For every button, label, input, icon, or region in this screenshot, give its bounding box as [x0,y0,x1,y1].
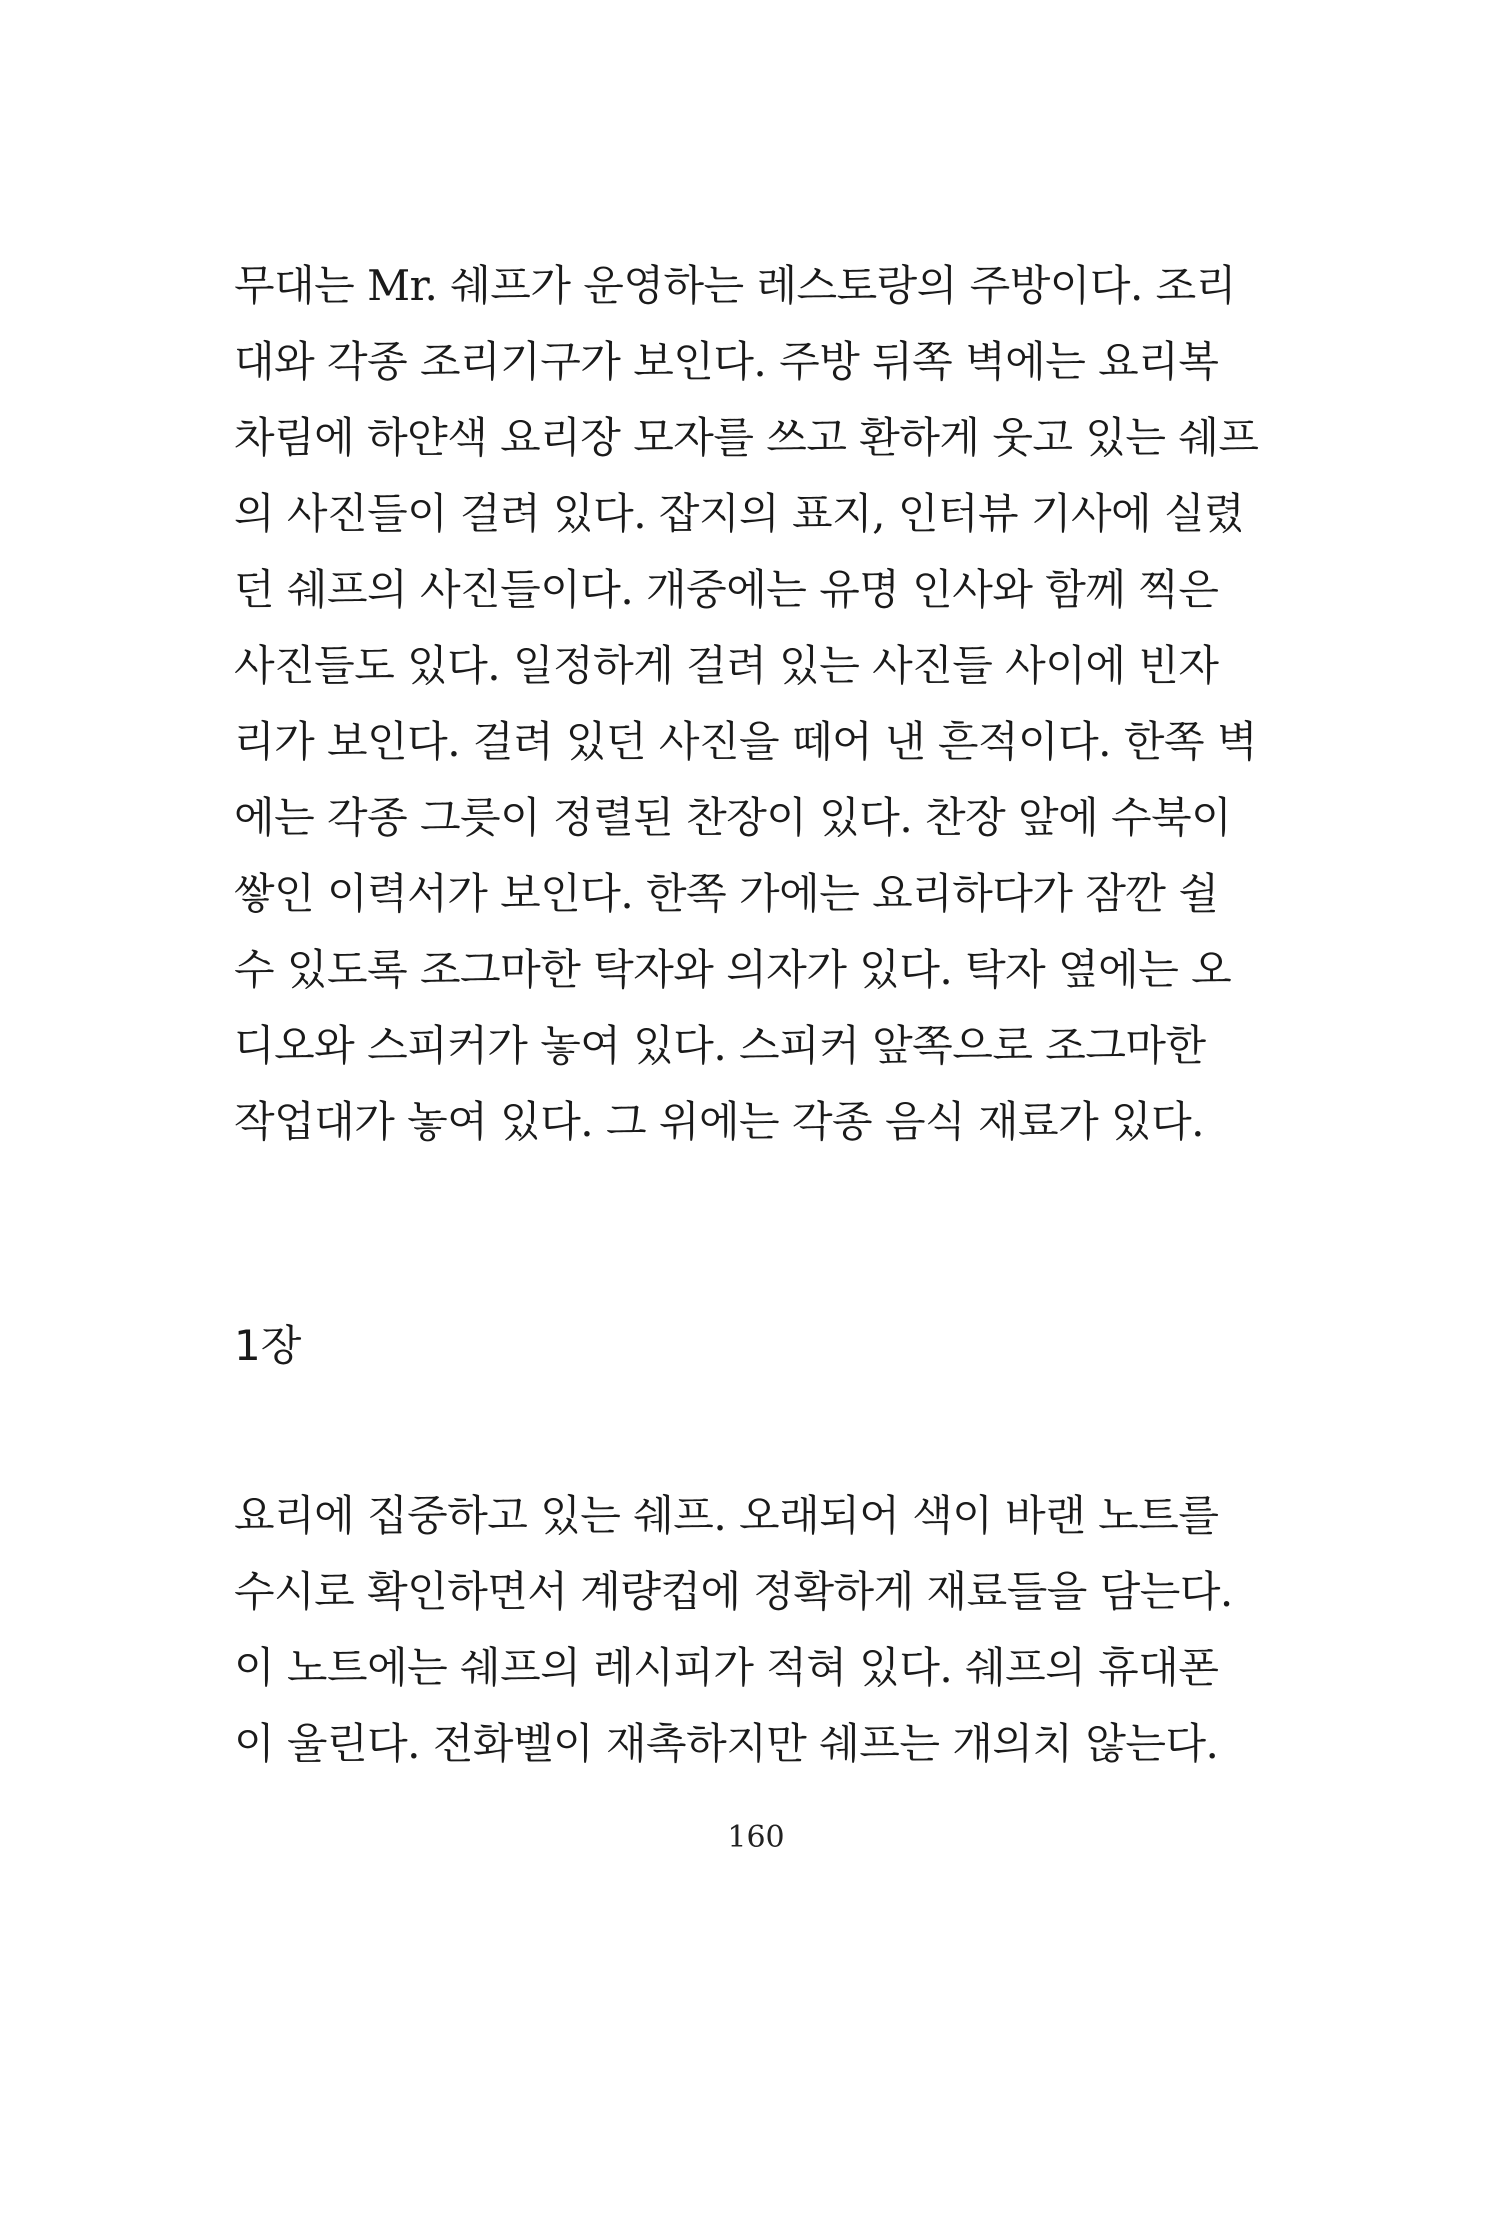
text-line: 차림에 하얀색 요리장 모자를 쓰고 환하게 웃고 있는 쉐프 [234,413,1259,462]
text-line: 리가 보인다. 걸려 있던 사진을 떼어 낸 흔적이다. 한쪽 벽 [234,717,1257,766]
chapter-title: 1장 [234,1321,302,1370]
text-line: 사진들도 있다. 일정하게 걸려 있는 사진들 사이에 빈자 [234,641,1219,690]
text-line: 작업대가 놓여 있다. 그 위에는 각종 음식 재료가 있다. [234,1097,1205,1146]
text-line: 디오와 스피커가 놓여 있다. 스피커 앞쪽으로 조그마한 [234,1021,1206,1070]
text-line: 의 사진들이 걸려 있다. 잡지의 표지, 인터뷰 기사에 실렸 [234,489,1245,538]
text-line: 이 노트에는 쉐프의 레시피가 적혀 있다. 쉐프의 휴대폰 [234,1643,1219,1692]
text-line: 무대는 Mr. 쉐프가 운영하는 레스토랑의 주방이다. 조리 [234,261,1236,310]
text-line: 쌓인 이력서가 보인다. 한쪽 가에는 요리하다가 잠깐 쉴 [234,869,1219,918]
text-line: 던 쉐프의 사진들이다. 개중에는 유명 인사와 함께 찍은 [234,565,1219,614]
page-number: 160 [727,1820,785,1855]
text-line: 수 있도록 조그마한 탁자와 의자가 있다. 탁자 옆에는 오 [234,945,1232,994]
text-line: 요리에 집중하고 있는 쉐프. 오래되어 색이 바랜 노트를 [234,1491,1219,1540]
text-line: 이 울린다. 전화벨이 재촉하지만 쉐프는 개의치 않는다. [234,1719,1219,1768]
text-line: 수시로 확인하면서 계량컵에 정확하게 재료들을 담는다. [234,1567,1233,1616]
text-line: 에는 각종 그릇이 정렬된 찬장이 있다. 찬장 앞에 수북이 [234,793,1232,842]
text-line: 대와 각종 조리기구가 보인다. 주방 뒤쪽 벽에는 요리복 [234,337,1219,386]
